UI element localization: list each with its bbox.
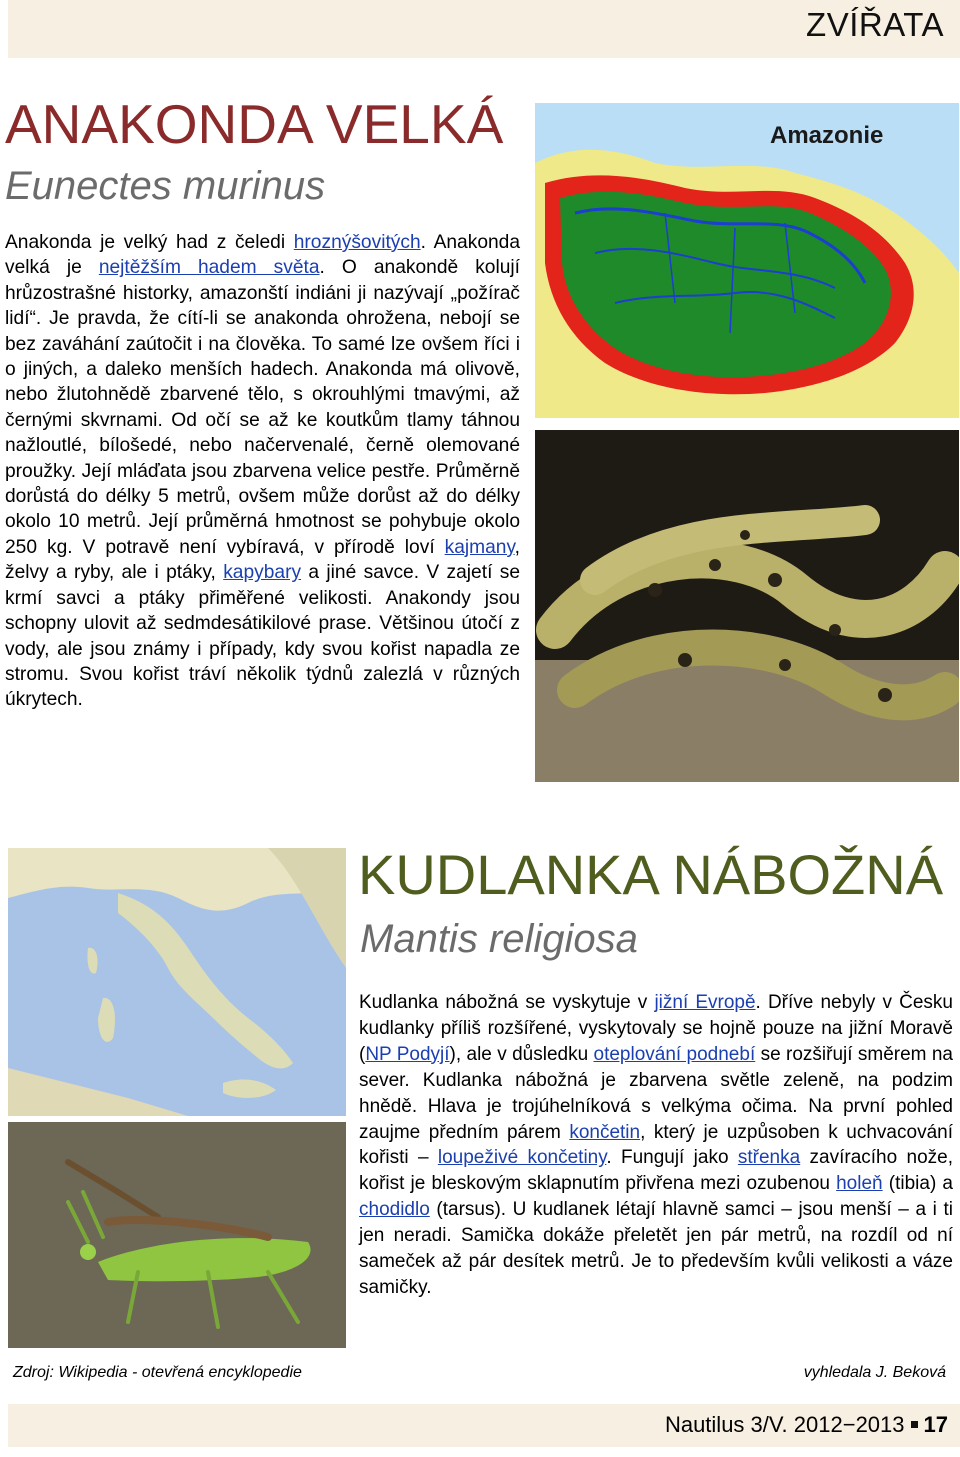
link-hroznysovitych[interactable]: hroznýšovitých [293, 232, 421, 253]
section-title: ZVÍŘATA [806, 6, 944, 43]
kudlanka-title: KUDLANKA NÁBOŽNÁ [358, 843, 944, 906]
page-footer [665, 1412, 948, 1438]
source-credit: Zdroj: Wikipedia - otevřená encyklopedie [13, 1364, 302, 1381]
text-run: Kudlanka nábožná se vyskytuje v [359, 992, 655, 1013]
link-np-podyji[interactable]: NP Podyjí [365, 1043, 450, 1065]
link-koncetin[interactable]: končetin [569, 1121, 641, 1143]
text-run: zavíracího nože, kořist je bleskovým sklapnutím přivřena mezi ozubenou [359, 1147, 953, 1195]
mantis-photo [8, 1122, 346, 1348]
text-run: . Dříve nebyly v Česku kudlanky příliš rozšířené, vyskytovaly se hojně pouze na jižní Moravě ( [359, 992, 953, 1065]
square-bullet-icon [911, 1421, 918, 1428]
page-number: 17 [923, 1412, 948, 1437]
text-run: (tibia) a [882, 1173, 953, 1195]
link-loupezive-koncetiny[interactable]: loupeživé končetiny [437, 1147, 607, 1169]
anakonda-title: ANAKONDA VELKÁ [5, 93, 504, 155]
magazine-issue: Nautilus 3/V. 2012−2013 [664, 1412, 905, 1437]
author-credit: vyhledala J. Beková [803, 1364, 946, 1381]
italy-map [8, 848, 346, 1116]
text-run: se rozšiřují směrem na sever. Kudlanka nábožná je zbarvena světle zeleně, na podzim hnědě. Hlava je trojúhelníková s velkýma očima. Na první pohled zaujme předním párem [359, 1043, 953, 1143]
text-run: ), ale v důsledku [449, 1043, 594, 1065]
text-run: Anakonda je velký had z čeledi [5, 232, 294, 253]
link-kapybary[interactable]: kapybary [223, 562, 302, 584]
kudlanka-article-text [359, 990, 953, 1301]
link-nejtezsim-hadem-sveta[interactable]: nejtěžším hadem světa [98, 257, 320, 279]
text-run: , který je uzpůsoben k uchvacování kořisti – [359, 1121, 953, 1169]
text-run: , želvy a ryby, ale i ptáky, [5, 536, 520, 584]
link-holen[interactable]: holeň [836, 1173, 883, 1195]
map-label-amazonie: Amazonie [770, 122, 884, 149]
kudlanka-latin-name: Mantis religiosa [360, 917, 638, 961]
amazonia-map [535, 103, 959, 418]
text-run: . Anakonda velká je [5, 232, 521, 279]
link-strenka[interactable]: střenka [737, 1147, 801, 1169]
link-oteplovani-podnebi[interactable]: oteplování podnebí [593, 1043, 756, 1065]
anakonda-latin-name: Eunectes murinus [5, 164, 326, 208]
link-chodidlo[interactable]: chodidlo [359, 1199, 430, 1221]
anakonda-article-text [5, 230, 520, 713]
text-run: . O anakondě kolují hrůzostrašné historky, amazonští indiáni ji nazývají „požírač lidí“. Je pravda, že cítí-li se anakonda ohrožena, nebojí se bez zaváhání zaútočit i na člověka. To samé lze ovšem říci i o jiných, a daleko menších hadech. Anakonda má olivově, nebo žlutohnědě zbarvené tělo, s okrouhlými tmavými, až černými skvrnami. Od očí se až ke koutkům tlamy táhnou nažloutlé, bílošedé, nebo načervenalé, černě olemované proužky. Její mláďata jsou zbarvena velice pestře. Průměrně dorůstá do délky 5 metrů, ovšem může dorůst až do délky okolo 10 metrů. Její průměrná hmotnost se pohybuje okolo 250 kg. V potravě není vybíravá, v přírodě loví [5, 257, 520, 558]
text-run: (tarsus). U kudlanek létají hlavně samci – jsou menší – a i ti jen neradi. Samička dokáže přeletět jen pár metrů, na rozdíl od ní sameček až pár desítek metrů. Je to především kvůli velikosti a váze samičky. [359, 1199, 953, 1298]
text-run: . Fungují jako [606, 1147, 738, 1169]
anaconda-photo [535, 430, 959, 782]
link-kajmany[interactable]: kajmany [444, 536, 515, 558]
link-jizni-evrope[interactable]: jižní Evropě [654, 992, 756, 1013]
text-run: a jiné savce. V zajetí se krmí savci a ptáky přiměřené velikosti. Anakondy jsou schopny ulovit až sedmdesátikilové prase. Většinou útočí z vody, ale jsou známy i případy, kdy svou kořist napadla ze stromu. Svou kořist tráví několik týdnů zalezlá v různých úkrytech. [5, 562, 520, 711]
